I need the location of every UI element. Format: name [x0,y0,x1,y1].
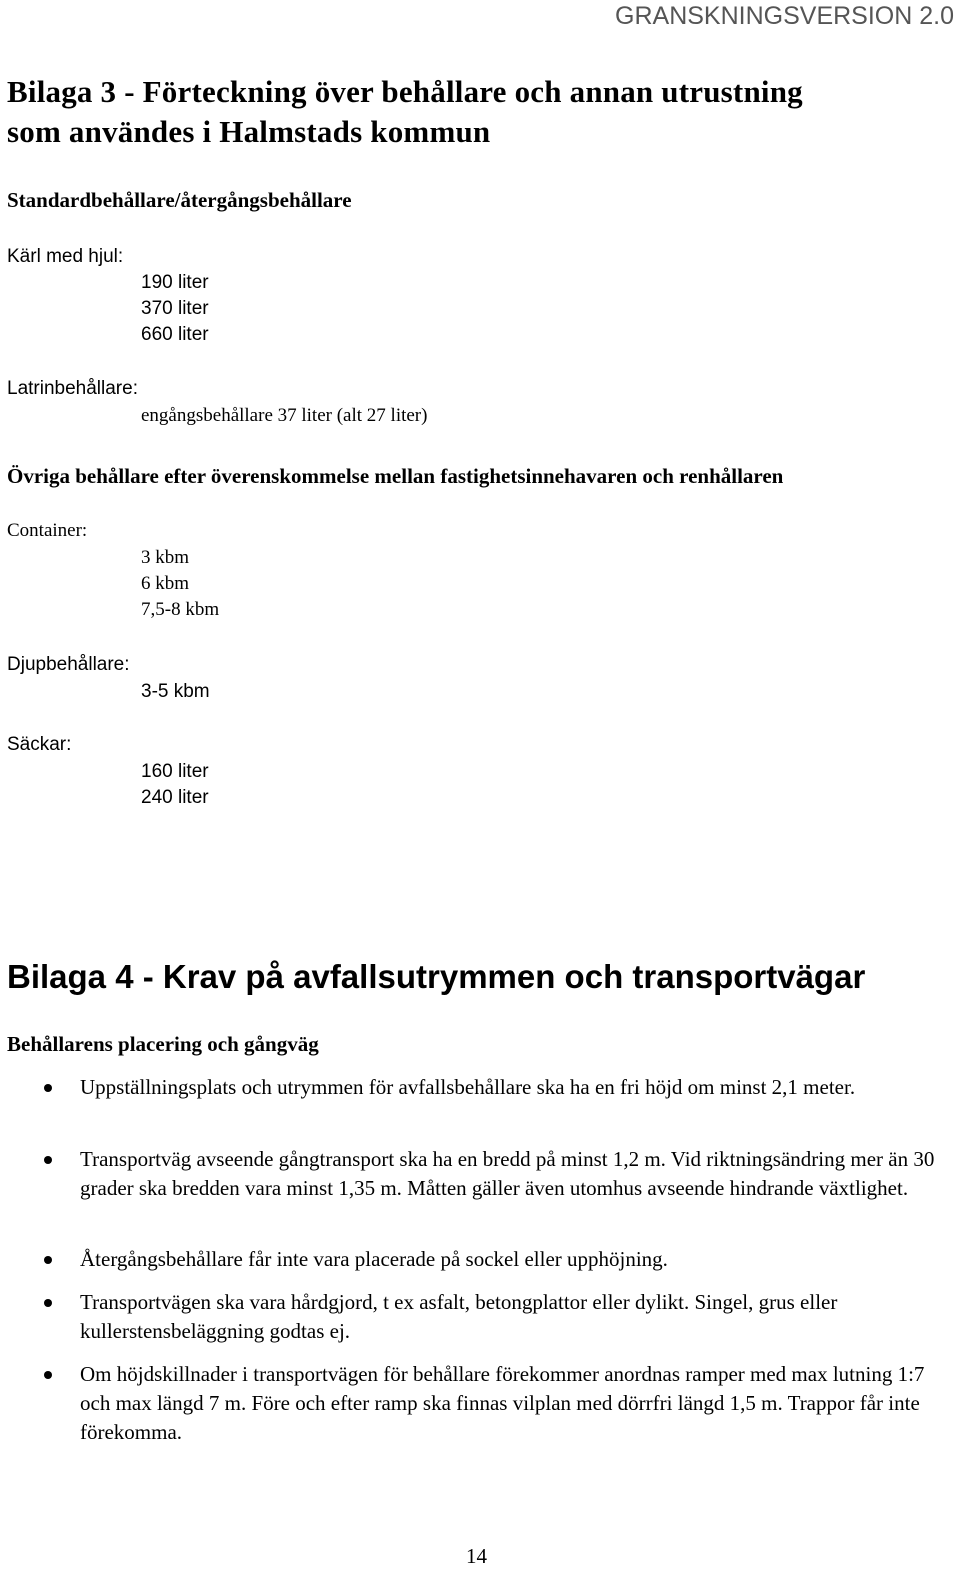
requirement-item: Om höjdskillnader i transportvägen för behållare förekommer anordnas ramper med max lutning 1:7 och max längd 7 m. Före och efter ramp ska finnas vilplan med dörrfri längd 1,5 m. Trappor får inte förekomma. [80,1362,925,1444]
requirement-item: Transportväg avseende gångtransport ska ha en bredd på minst 1,2 m. Vid riktningsändring mer än 30 grader ska bredden vara minst 1,35 m. Måtten gäller även utomhus avseende hindrande växtlighet. [80,1147,935,1200]
djup-label: Djupbehållare: [7,654,130,675]
bilaga4-subheading: Behållarens placering och gångväg [7,1032,319,1056]
karl-label: Kärl med hjul: [7,246,124,267]
bullet-dot [44,1156,52,1164]
bullet-dot [44,1084,52,1092]
requirement-item: Återgångsbehållare får inte vara placerade på sockel eller upphöjning. [80,1247,668,1271]
djup-item: 3-5 kbm [141,681,210,702]
karl-item: 660 liter [141,324,209,345]
bilaga3-title-line2: som användes i Halmstads kommun [7,114,491,149]
bilaga3-title-line1: Bilaga 3 - Förteckning över behållare och annan utrustning [7,74,803,109]
container-item: 7,5-8 kbm [141,599,220,620]
sackar-label: Säckar: [7,734,72,755]
sackar-item: 160 liter [141,761,209,782]
container-item: 6 kbm [141,573,190,594]
review-version-label: GRANSKNINGSVERSION 2.0 [615,2,954,30]
requirement-item: Uppställningsplats och utrymmen för avfallsbehållare ska ha en fri höjd om minst 2,1 meter. [80,1075,856,1099]
standard-heading: Standardbehållare/återgångsbehållare [7,188,352,212]
sackar-item: 240 liter [141,787,209,808]
bilaga4-title: Bilaga 4 - Krav på avfallsutrymmen och transportvägar [7,958,866,995]
karl-item: 190 liter [141,272,209,293]
karl-item: 370 liter [141,298,209,319]
latrin-label: Latrinbehållare: [7,378,138,399]
requirement-item: Transportvägen ska vara hårdgjord, t ex asfalt, betongplattor eller dylikt. Singel, grus eller kullerstensbeläggning godtas ej. [80,1290,838,1343]
container-label: Container: [7,520,88,541]
bullet-dot [44,1371,52,1379]
bullet-dot [44,1299,52,1307]
page-number: 14 [466,1544,487,1568]
container-item: 3 kbm [141,547,190,568]
ovriga-heading: Övriga behållare efter överenskommelse mellan fastighetsinnehavaren och renhållaren [7,464,784,488]
latrin-item: engångsbehållare 37 liter (alt 27 liter) [141,405,428,426]
bullet-dot [44,1256,52,1264]
